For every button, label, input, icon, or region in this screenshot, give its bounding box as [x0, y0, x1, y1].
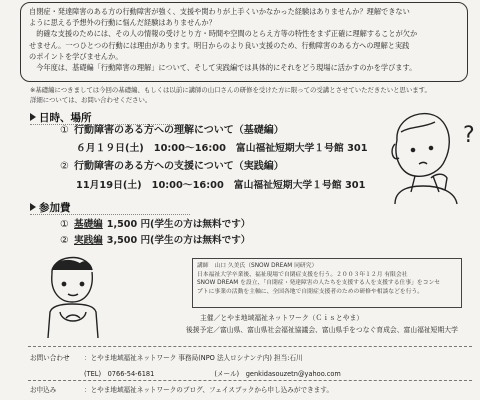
fee-item-1	[60, 216, 250, 230]
support: 後援予定／富山県、富山県社会福祉協議会、富山県手をつなぐ育成会、富山福祉短期大学	[186, 326, 458, 334]
fee-price: 1,500 円(学生の方は無料です）	[106, 219, 251, 230]
lecturer-box	[192, 258, 462, 308]
intro-line: ように思える予想外の行動に悩んだ経験はありませんか？	[29, 18, 216, 28]
host: 主催／とやま地域福祉ネットワーク（Ｃｉｓとやま）	[200, 314, 364, 322]
divider	[28, 380, 472, 381]
fee-price: 3,500 円(学生の方は無料です）	[106, 235, 251, 246]
item-date: 11月19日(土)	[76, 180, 142, 191]
intro-line: 的確な支援のためには、その人の情報の受けとり方・時間や空間のとらえ方等の特性をまず正確に理解することが欠か	[36, 29, 418, 39]
contact-apply	[30, 384, 470, 394]
fee-heading	[30, 200, 71, 215]
item-title: 行動障害のある方への支援について（実践編）	[74, 161, 284, 172]
schedule-detail-2	[76, 177, 375, 191]
tel: (TEL) 0766-54-6181	[84, 370, 155, 378]
triangle-marker-icon	[30, 113, 36, 121]
schedule-item-2	[60, 160, 284, 173]
fee-heading-text: 参加費	[39, 202, 71, 214]
schedule-heading	[30, 110, 92, 125]
schedule-heading-text: 日時、場所	[39, 112, 92, 124]
lecturer-line: SNOW DREAM を設立、「自閉症・発達障害の人たちを支援する人を支援する仕事」をコンセ	[197, 280, 441, 287]
fee-item-2	[60, 232, 250, 246]
note-line: ※基礎編につきましては今回の基礎編、もしくは以前に講師の山口さんの研修を受けた方に限っての受講とさせていただきたいと思います。	[30, 86, 431, 94]
fee-label: 基礎編	[74, 219, 103, 230]
intro-line: 今年度は、基礎編「行動障害の理解」について、そして実践編では具体的にそれをどう現場に活かすのかを学びます。	[36, 63, 417, 73]
item-time: 10:00～16:00	[153, 143, 226, 154]
lecturer-line: 日本福祉大学卒業後、福祉現場で自閉症支援を行う。２００３年１２月 有限会社	[197, 271, 408, 278]
item-date: ６月１９日(土)	[76, 143, 144, 154]
contact-tel-mail	[84, 368, 480, 378]
organizers	[186, 312, 458, 336]
svg-text:?: ?	[463, 123, 475, 148]
inquiry-label: お問い合わせ	[30, 354, 70, 362]
lecturer-line: 講師 山口 久美氏（SNOW DREAM 同研究）	[197, 263, 318, 269]
item-number: ②	[60, 161, 69, 172]
item-title: 行動障害のある方への理解について（基礎編）	[74, 125, 284, 136]
lecturer-line: プトに事業の活動を主軸に、全国各地で自閉症支援者のための研修や相談などを行う。	[197, 288, 424, 295]
item-number: ①	[60, 125, 69, 136]
boy-illustration	[30, 248, 120, 340]
item-time: 10:00～16:00	[151, 180, 224, 191]
contact-inquiry	[30, 352, 470, 362]
fee-number: ②	[60, 235, 69, 246]
divider	[28, 346, 472, 347]
note-line: 詳細については、お問い合わせください。	[30, 96, 152, 104]
mail: (メール) genkidasouzetn@yahoo.com	[214, 370, 341, 378]
intro-line: のポイントを学びませんか。	[29, 51, 123, 61]
inquiry-text: ：とやま地域福祉ネットワーク 事務局(NPO 法人ロシナンテ内) 担当:石川	[84, 354, 303, 362]
intro-box	[20, 2, 468, 82]
divider	[30, 214, 190, 215]
schedule-item-1	[60, 124, 284, 137]
apply-label: お申込み	[30, 386, 57, 394]
intro-line: 自閉症・発達障害のある方の行動障害が強く、支援や関わりが上手くいかなかった経験はありませんか？理解できない	[29, 7, 410, 16]
thinking-person-illustration	[375, 100, 480, 205]
item-place: 富山福祉短期大学１号館 301	[235, 143, 368, 154]
fee-number: ①	[60, 219, 69, 230]
triangle-marker-icon	[30, 203, 36, 211]
fee-label: 実践編	[74, 235, 103, 246]
schedule-detail-1	[76, 140, 378, 154]
item-place: 富山福祉短期大学１号館 301	[233, 180, 366, 191]
apply-text: ：とやま地域福祉ネットワークのブログ、フェイスブックから申し込みができます。	[84, 386, 333, 394]
intro-line: せません。一つひとつの行動には理由があります。明日からのより良い支援のため、行動障害のある方への理解と実践	[29, 40, 410, 50]
